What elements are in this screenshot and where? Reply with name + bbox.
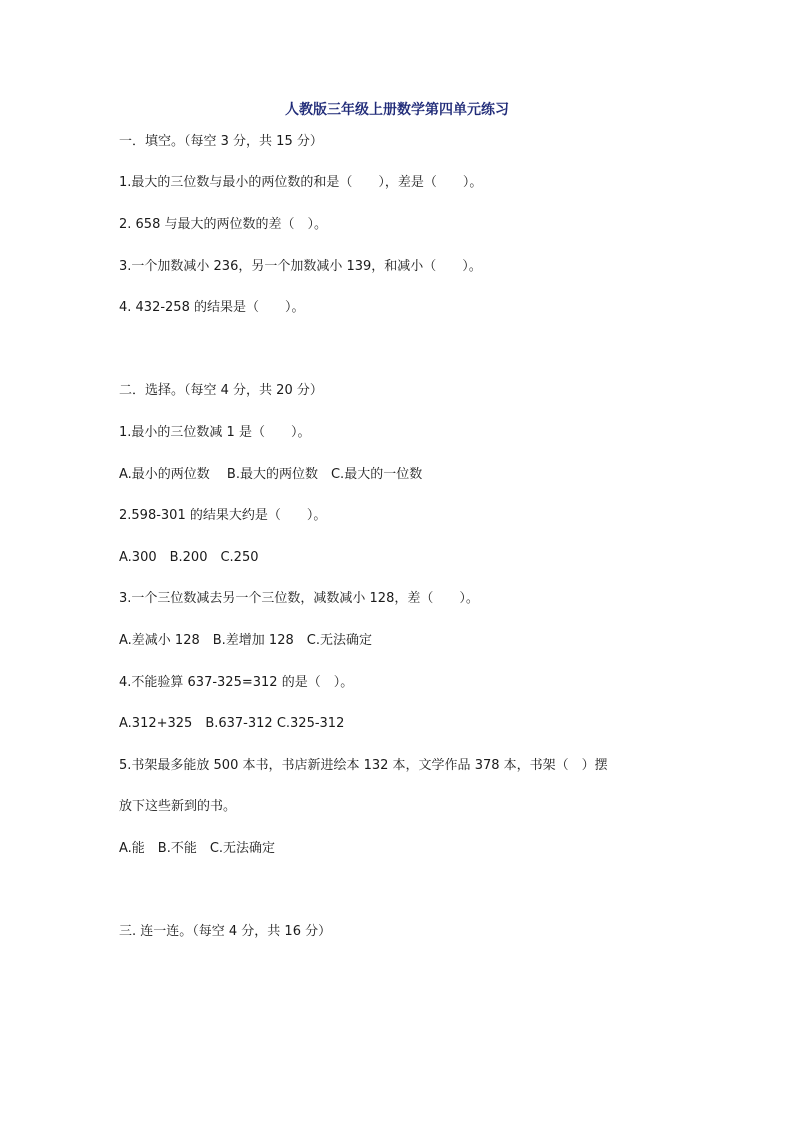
choice-question-1: 1.最小的三位数减 1 是（ ）。 [119,425,311,440]
choice-question-3: 3.一个三位数减去另一个三位数，减数减小 128，差（ ）。 [119,591,479,606]
fill-question-3: 3.一个加数减小 236，另一个加数减小 139，和减小（ ）。 [119,259,482,274]
choice-question-4: 4.不能验算 637-325=312 的是（ ）。 [119,675,354,690]
choice-question-2-options: A.300 B.200 C.250 [119,550,259,565]
fill-question-1: 1.最大的三位数与最小的两位数的和是（ ），差是（ ）。 [119,175,483,190]
choice-question-1-options: A.最小的两位数 B.最大的两位数 C.最大的一位数 [119,467,423,482]
choice-question-2: 2.598-301 的结果大约是（ ）。 [119,508,327,523]
section-fill-heading: 一．填空。（每空 3 分，共 15 分） [119,134,323,149]
section-choice-heading: 二．选择。（每空 4 分，共 20 分） [119,383,323,398]
choice-question-5-options: A.能 B.不能 C.无法确定 [119,841,276,856]
choice-question-5-line-2: 放下这些新到的书。 [119,799,237,814]
fill-question-4: 4. 432-258 的结果是（ ）。 [119,300,305,315]
choice-question-4-options: A.312+325 B.637-312 C.325-312 [119,716,345,731]
choice-question-3-options: A.差减小 128 B.差增加 128 C.无法确定 [119,633,372,648]
choice-question-5-line-1: 5.书架最多能放 500 本书，书店新进绘本 132 本，文学作品 378 本，书架（ ）摆 [119,758,608,773]
section-match-heading: 三. 连一连。（每空 4 分，共 16 分） [119,924,332,939]
fill-question-2: 2. 658 与最大的两位数的差（ ）。 [119,217,327,232]
page-title: 人教版三年级上册数学第四单元练习 [285,102,509,118]
